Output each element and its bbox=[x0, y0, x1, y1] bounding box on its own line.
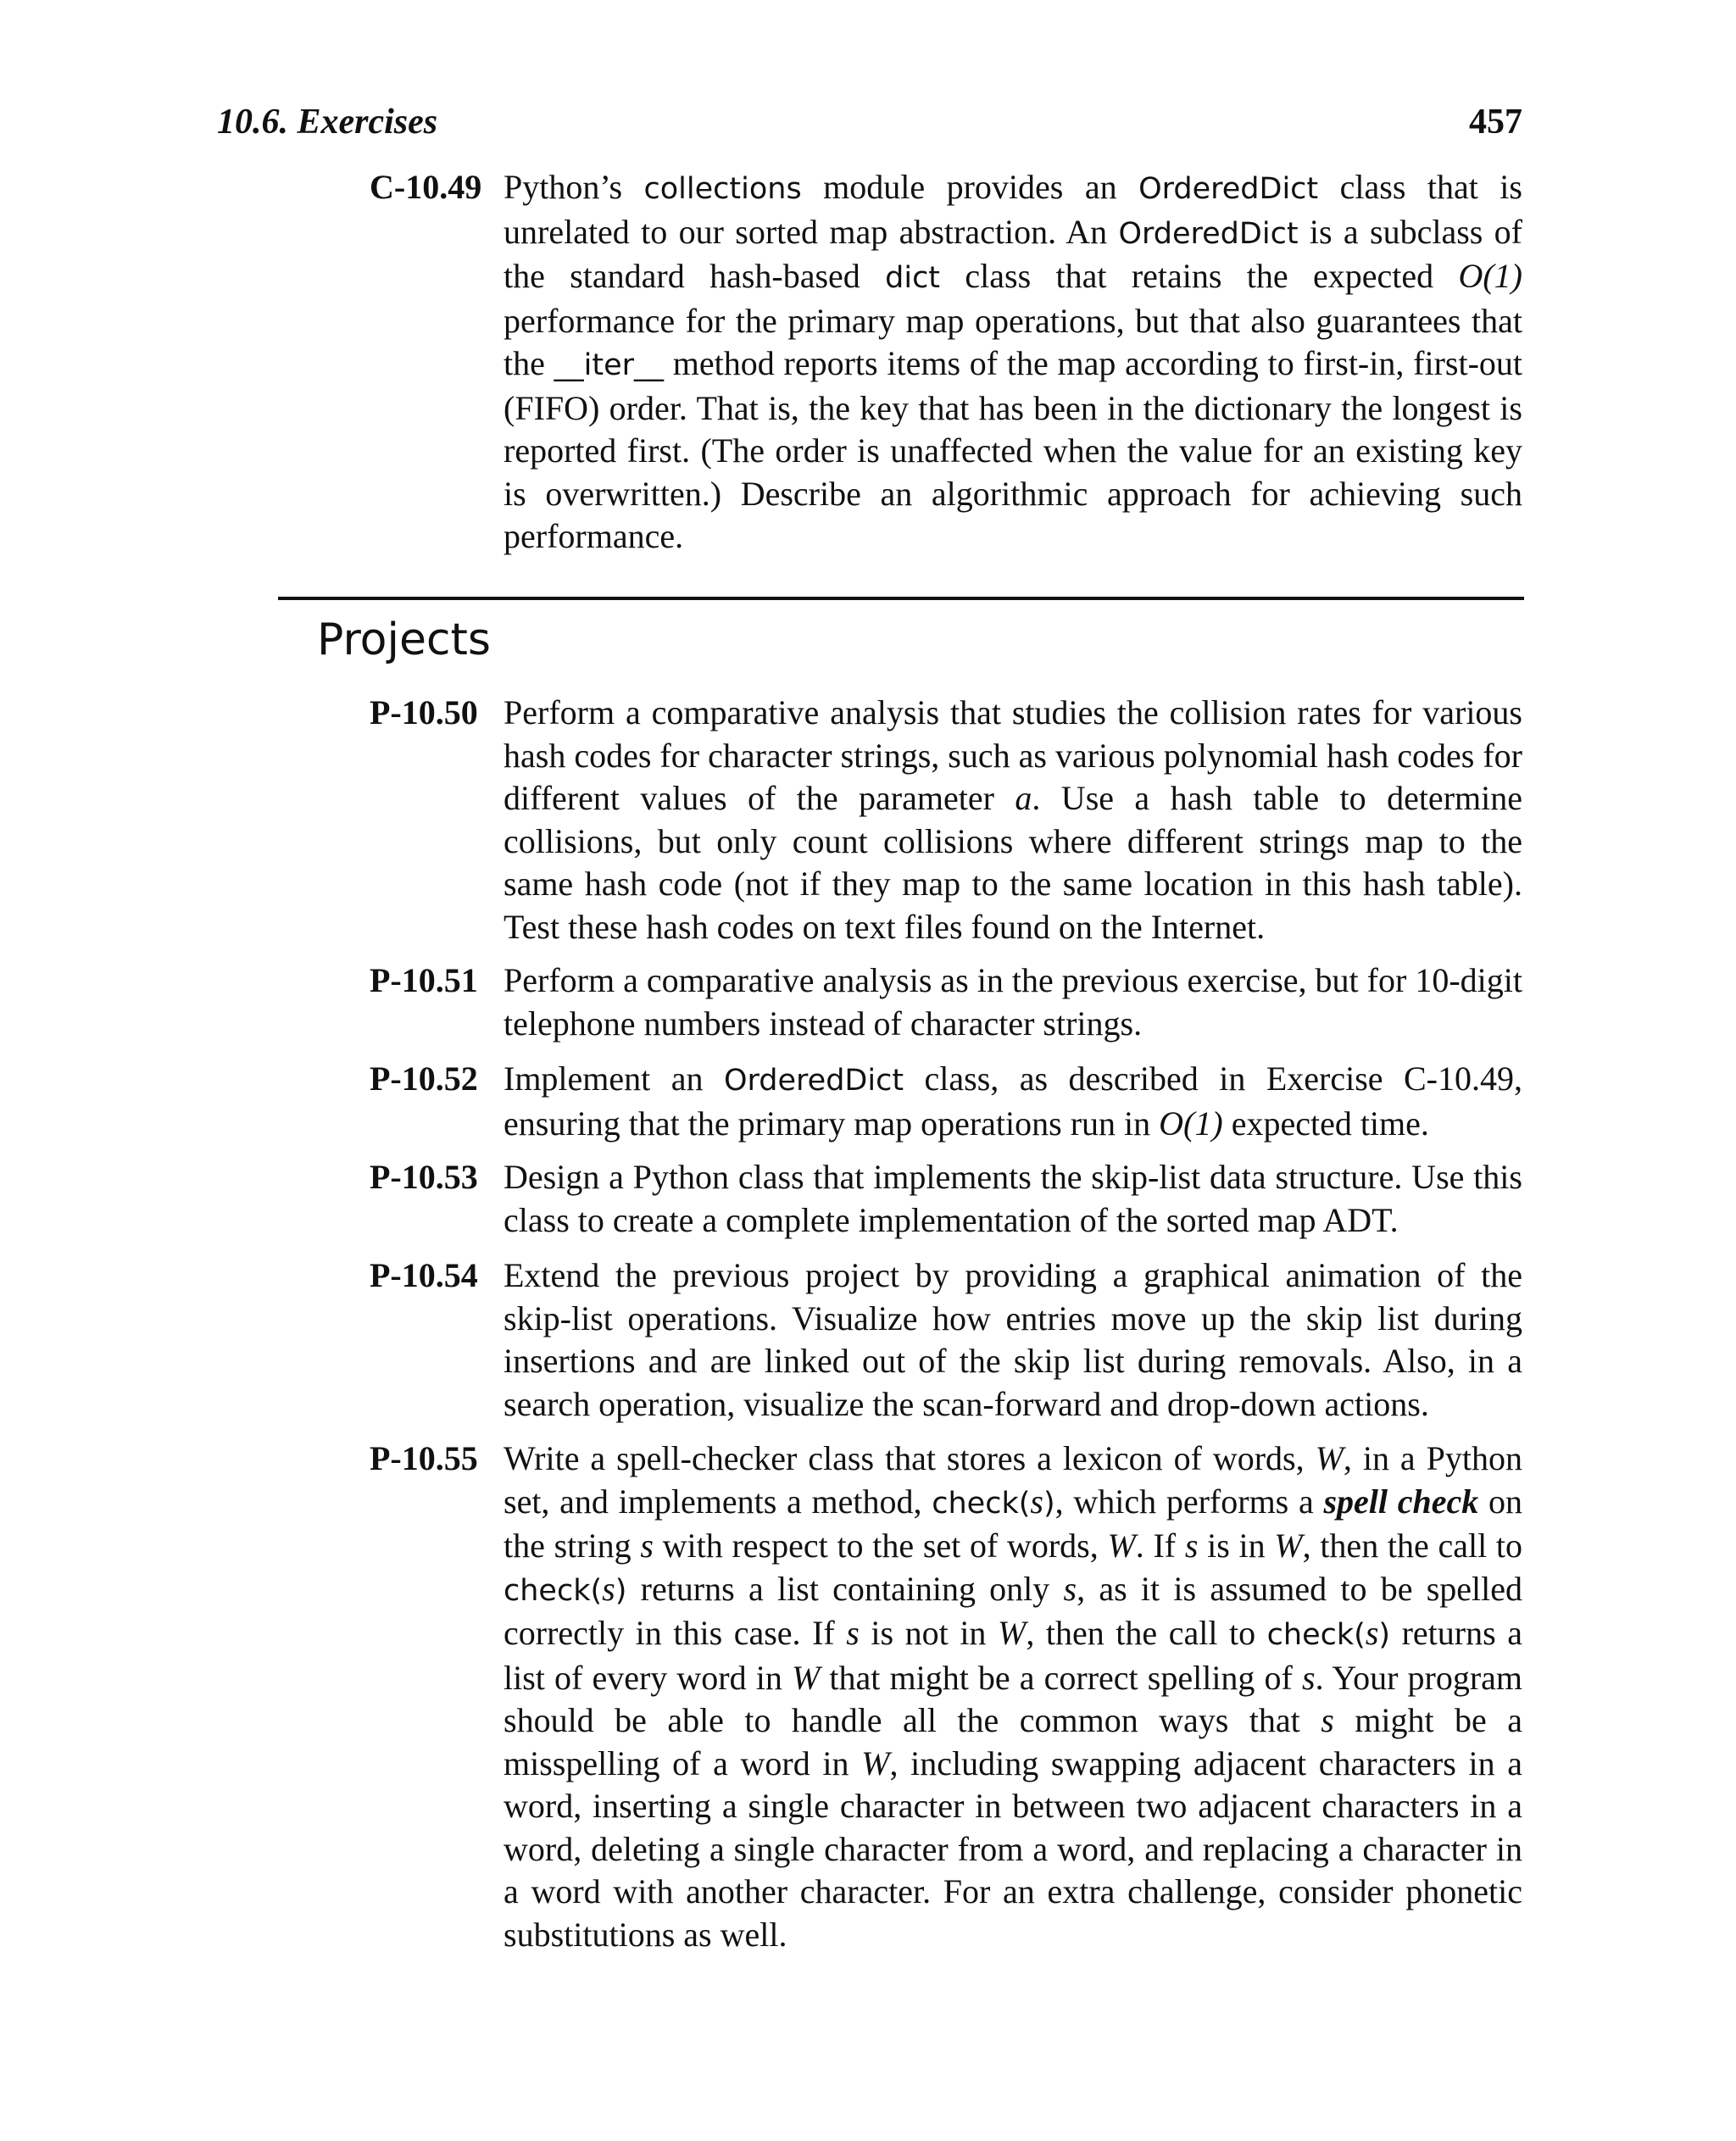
exercise-text: Design a Python class that implements the skip-list data structure. Use this class to create a complete implementation of the sorted map ADT. bbox=[504, 1158, 1522, 1239]
math-variable: a bbox=[1015, 779, 1032, 817]
projects-heading: Projects bbox=[317, 614, 492, 665]
running-header-section: 10.6. Exercises bbox=[217, 103, 438, 142]
exercise-text: Python’s collections module provides an OrderedDict class that is unrelated to our sorted map abstraction. An OrderedDict is a subclass of the standard hash-based dict class that retains the expected O(1) performance for the primary map operations, but that also guarantees that the __iter__ method reports items of the map according to first-in, first-out (FIFO) order. That is, the key that has been in the dictionary the longest is reported first. (The order is unaffected when the value for an existing key is overwritten.) Describe an algorithmic approach for achieving such performance. bbox=[504, 168, 1523, 555]
project-p-10-55 bbox=[370, 1438, 1522, 1956]
code-text: check(s) bbox=[932, 1482, 1055, 1521]
code-text: OrderedDict bbox=[1138, 172, 1319, 206]
code-text: check(s) bbox=[1266, 1614, 1391, 1652]
project-p-10-50 bbox=[370, 692, 1522, 948]
project-p-10-54 bbox=[370, 1254, 1522, 1426]
exercise-label: P-10.54 bbox=[370, 1256, 478, 1294]
exercise-text: Write a spell-checker class that stores a lexicon of words, W, in a Python set, and implements a method, check(s), which performs a spell check on the string s with respect to the set of words, W. If s is in W, then the call to check(s) returns a list containing only s, as it is assumed to be spelled correctly in this case. If s is not in W, then the call to check(s) returns a list of every word in W that might be a correct spelling of s. Your program should be able to handle all the common ways that s might be a misspelling of a word in W, including swapping adjacent characters in a word, inserting a single character in between two adjacent characters in a word, deleting a single character from a word, and replacing a character in a word with another character. For an extra challenge, consider phonetic substitutions as well. bbox=[504, 1439, 1523, 1954]
exercise-label: C-10.49 bbox=[370, 168, 482, 206]
math-text: O(1) bbox=[1159, 1104, 1223, 1143]
exercise-text: Implement an OrderedDict class, as described in Exercise C-10.49, ensuring that the primary map operations run in O(1) expected time. bbox=[504, 1059, 1522, 1143]
section-divider bbox=[278, 597, 1524, 600]
page-number: 457 bbox=[1469, 103, 1522, 142]
project-p-10-51 bbox=[370, 959, 1522, 1045]
code-text: check(s) bbox=[504, 1569, 627, 1608]
exercise-label: P-10.55 bbox=[370, 1439, 478, 1477]
exercise-label: P-10.52 bbox=[370, 1059, 478, 1098]
project-p-10-52 bbox=[370, 1058, 1522, 1145]
emphasis-term: spell check bbox=[1323, 1482, 1479, 1521]
exercise-c-10-49 bbox=[370, 166, 1522, 559]
code-text: OrderedDict bbox=[723, 1064, 904, 1098]
project-p-10-53 bbox=[370, 1156, 1522, 1242]
exercise-text: Perform a comparative analysis as in the previous exercise, but for 10-digit telephone numbers instead of character strings. bbox=[504, 961, 1522, 1043]
code-text: dict bbox=[885, 261, 941, 295]
math-variable: W bbox=[1315, 1439, 1344, 1477]
exercise-label: P-10.50 bbox=[370, 693, 478, 731]
exercise-label: P-10.53 bbox=[370, 1158, 478, 1196]
code-text: __iter__ bbox=[554, 348, 665, 382]
exercise-label: P-10.51 bbox=[370, 961, 478, 999]
math-text: O(1) bbox=[1458, 257, 1522, 295]
exercise-text: Extend the previous project by providing a graphical animation of the skip-list operations. Visualize how entries move up the skip list during insertions and are linked out of the skip list during removals. Also, in a search operation, visualize the scan-forward and drop-down actions. bbox=[504, 1256, 1522, 1423]
code-text: OrderedDict bbox=[1118, 216, 1299, 251]
exercise-text: Perform a comparative analysis that studies the collision rates for various hash codes for character strings, such as various polynomial hash codes for different values of the parameter a. Use a hash table to determine collisions, but only count collisions where different strings map to the same hash code (not if they map to the same location in this hash table). Test these hash codes on text files found on the Internet. bbox=[504, 693, 1522, 946]
code-text: collections bbox=[643, 172, 802, 206]
